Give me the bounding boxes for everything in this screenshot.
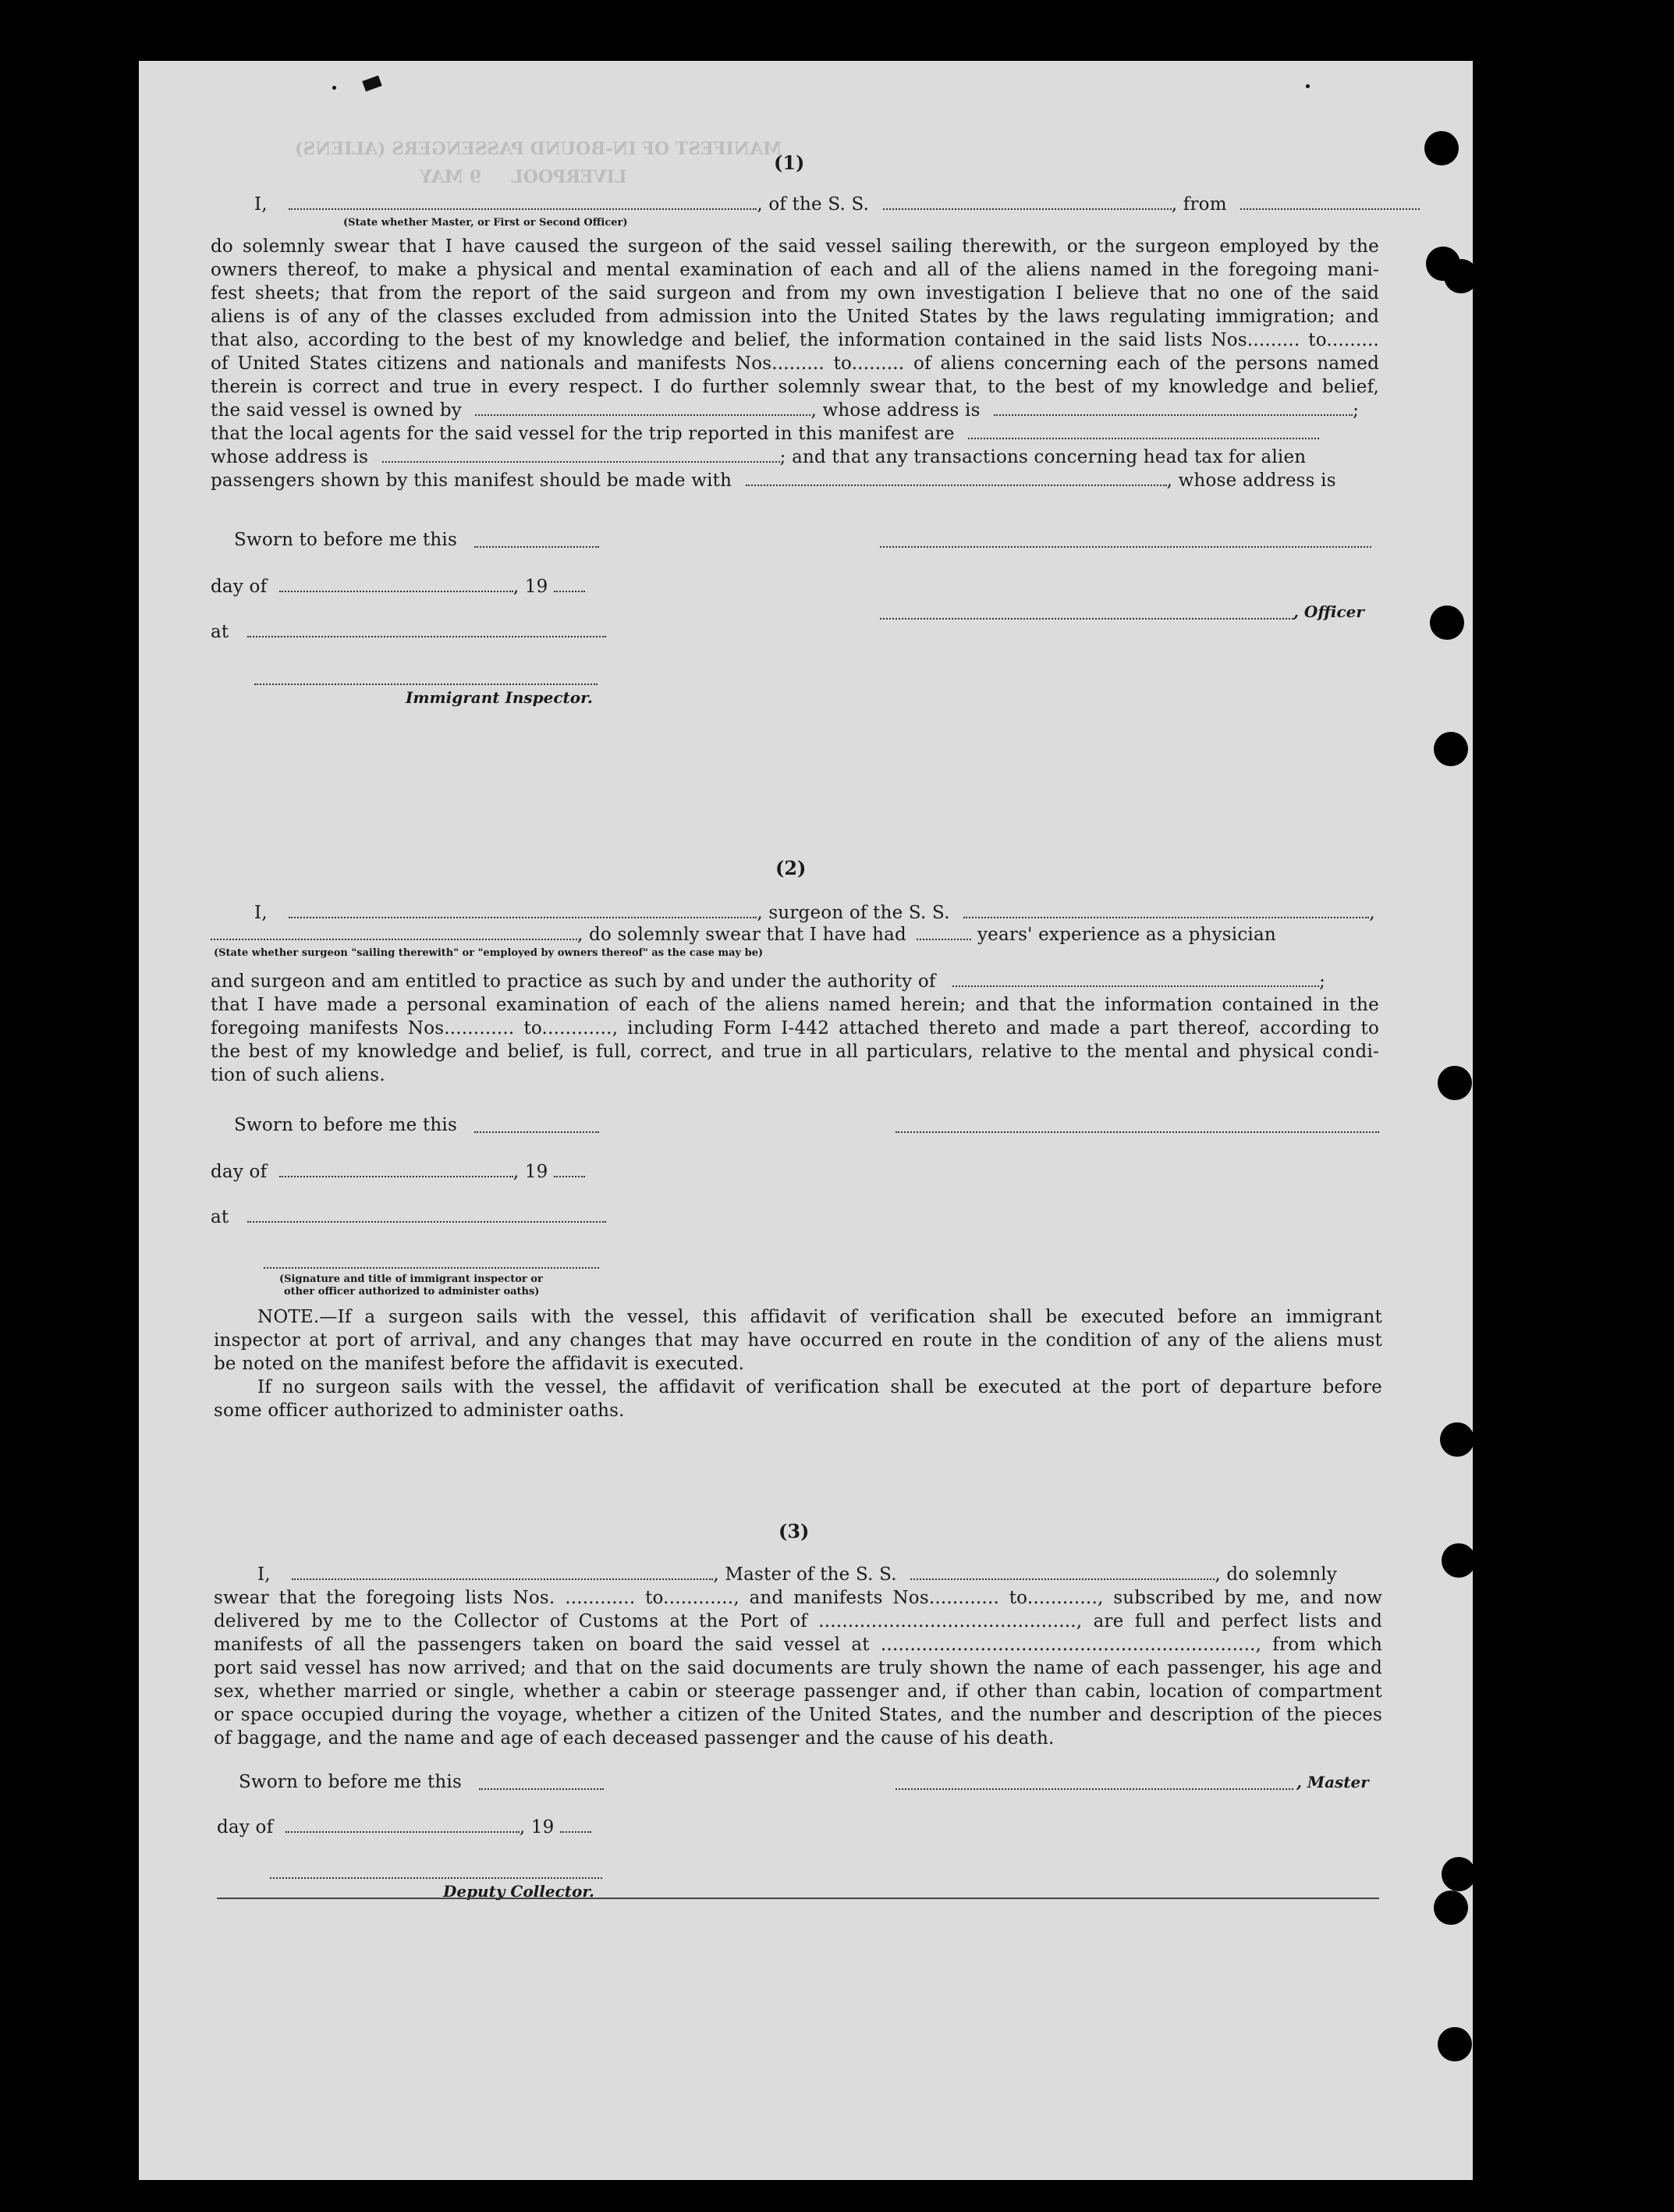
day-of-field-3[interactable] [286, 1817, 520, 1833]
section-2-second-line: , do solemnly swear that I have had years' experience as a physician [211, 924, 1379, 946]
day-of-label-1: day of , 19 [211, 576, 585, 598]
local-agents-line: that the local agents for the said vessel for the trip reported in this manifest are [211, 423, 1379, 445]
surgeon-signature-field[interactable] [896, 1131, 1379, 1133]
section-2-number: (2) [775, 857, 807, 879]
at-place-field[interactable] [247, 622, 606, 637]
manifest-page: MANIFEST OF IN-BOUND PASSENGERS (ALIENS) LIVERPOOL 9 MAY (1) I, , of the S. S. , from (State whether Master, or First or Second Officer) do solemnly swear that I have caused the surgeon of the said vessel sailing therewith, or the surgeon employed by the owners thereof, to make a physical and mental examination of each and all of the aliens named in the foregoing mani- fest sheets; that from the report of the said surgeon and from my own investigation I believe that no one of the said aliens is of any of the classes excluded from admission into the United States by the laws regulating immigration; and that also, according to the best of my knowledge and belief, the information contained in the said lists Nos......... to......... of United States citizens and nationals and manifests Nos......... to......... of aliens concerning each of the persons named therein is correct and true in every respect. I do further solemnly swear that, to the best of my knowledge and belief, the said vessel is owned by , whose address is ; that the local agents for the said vessel for the trip reported in this manifest are whose address is ; and that any transactions concerning head tax for alien passengers shown by this manifest should be made with , whose address is Sworn to before me this day of , 19 , Officer at Immigrant Inspector. (2) I, , surgeon of the S. S. , , do solemnly swear that I have had years' experience as a physician (State whether surgeon "sailing therewith" or "employed by owners thereof" as the case may be) and surgeon and am entitled to practice as such by and under the authority of ; that I have made a personal examination of each of the aliens named herein; and that the information contained in the foregoing manifests Nos............ to............, including Form I-442 attached thereto and made a part thereof, according to the best of my knowledge and belief, is full, correct, and true in all particulars, relative to the mental and physical condi- tion of such aliens. Sworn to before me this day of , 19 at (Signature and title of immigrant inspector or other officer authorized to administer oaths) NOTE.—If a surgeon sails with the vessel, this affidavit of verification shall be executed before an immigrant inspector at port of arrival, and any changes that may have occurred en route in the condition of any of the aliens must be noted on the manifest before the affidavit is executed. If no surgeon sails with the vessel, the affidavit of verification shall be executed at the port of departure before some officer authorized to administer oaths. (3) I, , Master of the S. S. , do solemnly swear that the foregoing lists Nos. ............ to............, and manifests Nos............ to............, subscribed by me, and now delivered by me to the Collector of Customs at the Port of ............................................, are full and perfect lists and manifests of all the passengers taken on board the said vessel at ................................................................, from which port said vessel has now arrived; and that on the said documents are truly shown the name of each passenger, his age and sex, whether married or single, whether a cabin or steerage passenger and, if other than cabin, location of compartment or space occupied during the voyage, whether a citizen of the United States, and the number and description of the pieces of baggage, and the name and age of each deceased passenger and the cause of his death. Sworn to before me this , Master day of , 19 Deputy Collector. [139, 61, 1473, 2180]
punch-hole [1438, 2027, 1472, 2061]
section-3-first-line: I, , Master of the S. S. , do solemnly [257, 1564, 1338, 1585]
surgeon-name-field[interactable] [289, 903, 757, 918]
punch-hole [1442, 1857, 1476, 1891]
surgeon-vessel-field[interactable] [963, 903, 1369, 918]
day-of-field-2[interactable] [279, 1162, 513, 1177]
bottom-rule [217, 1898, 1379, 1899]
punch-hole [1434, 1891, 1468, 1925]
bleed-through-text: LIVERPOOL 9 MAY [420, 167, 627, 187]
bleed-through-text: MANIFEST OF IN-BOUND PASSENGERS (ALIENS) [295, 139, 782, 159]
punch-hole [1440, 1422, 1474, 1457]
agents-address-field[interactable] [382, 447, 780, 463]
sig-note-2: other officer authorized to administer oaths) [284, 1286, 540, 1298]
master-name-field[interactable] [292, 1564, 713, 1580]
section-2-first-line: I, , surgeon of the S. S. , [254, 903, 1375, 923]
years-experience-field[interactable] [917, 925, 971, 940]
owner-field[interactable] [475, 400, 810, 416]
punch-hole [1434, 732, 1468, 766]
sworn-date-field[interactable] [474, 546, 599, 548]
authority-field[interactable] [952, 971, 1319, 987]
surgeon-status-field[interactable] [211, 925, 577, 940]
head-tax-line: passengers shown by this manifest should be made with , whose address is [211, 470, 1336, 491]
officer-label: , Officer [1293, 602, 1364, 621]
at-label-2: at [211, 1206, 606, 1228]
inspector-signature-field[interactable] [254, 683, 598, 685]
officer-field[interactable] [289, 194, 757, 210]
day-of-label-2: day of , 19 [211, 1161, 585, 1183]
owned-by-line: the said vessel is owned by , whose address is ; [211, 400, 1360, 421]
day-of-field[interactable] [279, 577, 513, 592]
sworn-date-field-3[interactable] [479, 1788, 604, 1790]
agents-address-line: whose address is ; and that any transactions concerning head tax for alien [211, 447, 1307, 467]
day-of-label-3: day of , 19 [217, 1816, 591, 1838]
master-signature-field[interactable] [896, 1788, 1293, 1790]
section-1-number: (1) [774, 151, 805, 174]
ink-mark [1306, 84, 1310, 88]
officer-note: (State whether Master, or First or Second Officer) [343, 217, 628, 229]
sig-note-1: (Signature and title of immigrant inspector or [279, 1273, 543, 1285]
year-field-3[interactable] [560, 1817, 591, 1833]
sworn-date-field-2[interactable] [474, 1131, 599, 1133]
year-field-2[interactable] [554, 1162, 585, 1177]
ink-mark [332, 86, 336, 90]
sworn-label-3: Sworn to before me this [239, 1772, 462, 1792]
at-label-1: at [211, 621, 606, 643]
section-3-number: (3) [778, 1520, 810, 1543]
punch-hole [1430, 605, 1464, 640]
sworn-label-2: Sworn to before me this [234, 1115, 457, 1135]
punch-hole [1424, 131, 1459, 165]
sworn-label-1: Sworn to before me this [234, 530, 457, 550]
vessel-name-field[interactable] [883, 194, 1172, 210]
ink-mark [362, 76, 381, 92]
officer-title-field[interactable] [880, 618, 1293, 620]
section-1-first-line: I, , of the S. S. , from [254, 194, 1510, 215]
punch-hole [1444, 259, 1478, 293]
collector-signature-field[interactable] [270, 1877, 602, 1879]
collector-label: Deputy Collector. [443, 1882, 595, 1901]
master-label: , Master [1296, 1773, 1369, 1791]
punch-hole [1438, 1066, 1472, 1100]
inspector-label: Immigrant Inspector. [406, 688, 593, 707]
inspector-signature-field-2[interactable] [264, 1267, 599, 1269]
year-field[interactable] [554, 577, 585, 592]
owner-address-field[interactable] [994, 400, 1353, 416]
officer-signature-field[interactable] [880, 546, 1371, 548]
local-agents-field[interactable] [968, 424, 1319, 439]
surgeon-note: (State whether surgeon "sailing therewith" or "employed by owners thereof" as the case may be) [214, 947, 764, 959]
at-place-field-2[interactable] [247, 1207, 606, 1223]
head-tax-contact-field[interactable] [746, 470, 1167, 486]
master-vessel-field[interactable] [910, 1564, 1215, 1580]
port-from-field[interactable] [1240, 194, 1420, 210]
